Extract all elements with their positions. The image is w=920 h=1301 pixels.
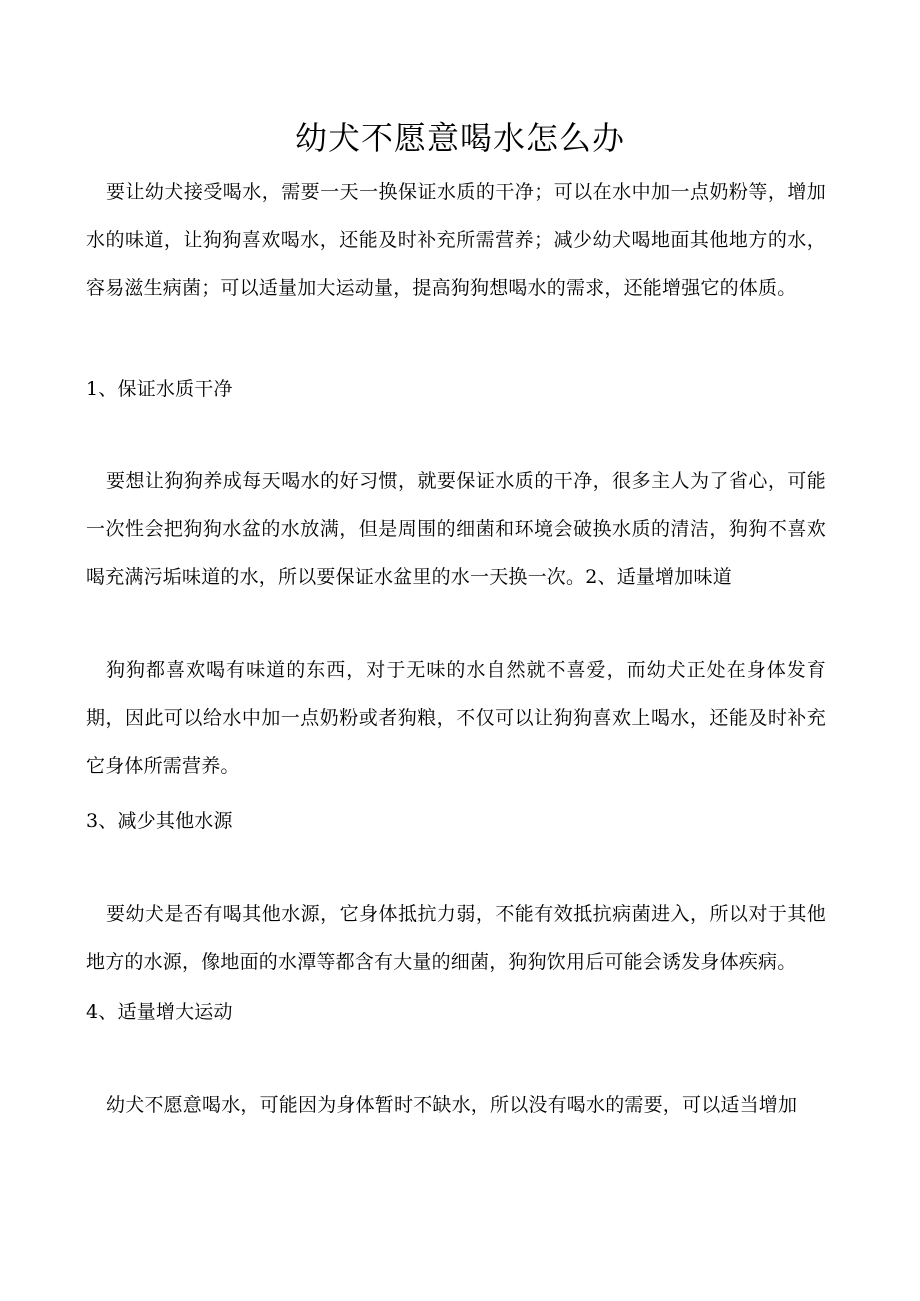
intro-paragraph: 要让幼犬接受喝水，需要一天一换保证水质的干净；可以在水中加一点奶粉等，增加水的味道，让狗狗喜欢喝水，还能及时补充所需营养；减少幼犬喝地面其他地方的水，容易滋生病菌；可以适量加大运动量，提高狗狗想喝水的需求，还能增强它的体质。	[86, 181, 826, 299]
section-3-paragraph: 要幼犬是否有喝其他水源，它身体抵抗力弱，不能有效抵抗病菌进入，所以对于其他地方的水源，像地面的水潭等都含有大量的细菌，狗狗饮用后可能会诱发身体疾病。	[86, 903, 826, 973]
section-2-paragraph: 狗狗都喜欢喝有味道的东西，对于无味的水自然就不喜爱，而幼犬正处在身体发育期，因此可以给水中加一点奶粉或者狗粮，不仅可以让狗狗喜欢上喝水，还能及时补充它身体所需营养。	[86, 659, 826, 777]
section-1-paragraph: 要想让狗狗养成每天喝水的好习惯，就要保证水质的干净，很多主人为了省心，可能一次性会把狗狗水盆的水放满，但是周围的细菌和环境会破换水质的清洁，狗狗不喜欢喝充满污垢味道的水，所以要保证水盆里的水一天换一次。2、适量增加味道	[86, 470, 826, 588]
section-4-paragraph: 幼犬不愿意喝水，可能因为身体暂时不缺水，所以没有喝水的需要，可以适当增加	[106, 1094, 798, 1116]
section-heading-3: 3、减少其他水源	[86, 810, 233, 832]
document-title: 幼犬不愿意喝水怎么办	[294, 119, 625, 157]
section-heading-1: 1、保证水质干净	[86, 378, 233, 400]
section-heading-4: 4、适量增大运动	[86, 1001, 233, 1023]
